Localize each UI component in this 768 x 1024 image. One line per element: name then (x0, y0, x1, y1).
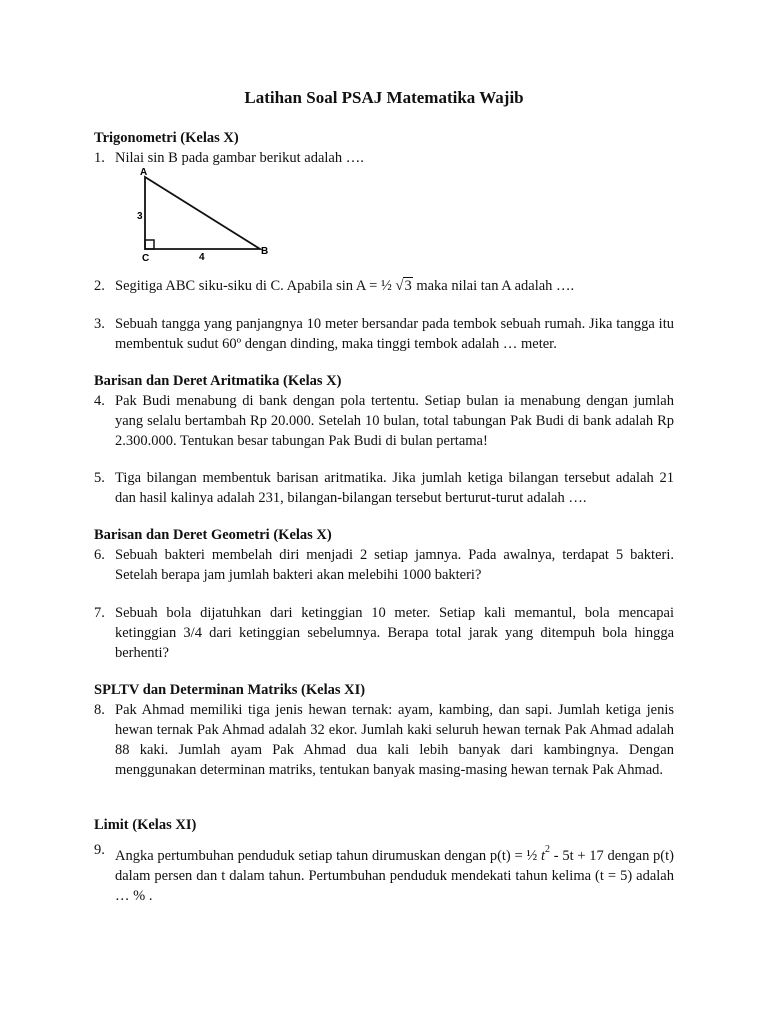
question-2 (94, 276, 674, 296)
question-text: Sebuah bola dijatuhkan dari ketinggian 10 meter. Setiap kali memantul, bola mencapai ketinggian 3/4 dari ketinggian sebelumnya. Berapa total jarak yang ditempuh bola hingga berhenti? (115, 605, 674, 661)
section-heading-spltv: SPLTV dan Determinan Matriks (Kelas XI) (94, 682, 366, 698)
side-length-cb: 4 (199, 252, 205, 263)
question-number: 4. (94, 393, 105, 409)
question-number: 1. (94, 150, 105, 166)
question-text: Sebuah bakteri membelah diri menjadi 2 setiap jamnya. Pada awalnya, terdapat 5 bakteri. Setelah berapa jam jumlah bakteri akan melebihi 1000 bakteri? (115, 547, 674, 583)
right-angle-marker (145, 240, 154, 249)
question-text: Pak Ahmad memiliki tiga jenis hewan ternak: ayam, kambing, dan sapi. Jumlah ketiga jenis hewan ternak Pak Ahmad adalah 32 ekor. Jumlah kaki seluruh hewan ternak Pak Ahmad adalah 88 kaki. Jumlah ayam Pak Ahmad dua kali lebih banyak dari kambingnya. Dengan menggunakan determinan matriks, tentukan banyak masing-masing hewan ternak Pak Ahmad. (115, 702, 674, 778)
question-number: 8. (94, 702, 105, 718)
question-9 (94, 840, 674, 906)
triangle-shape (145, 177, 260, 249)
right-triangle-figure (130, 165, 290, 265)
vertex-label-c: C (142, 253, 150, 264)
question-text-end: - 5t + 17 dengan p(t) dalam persen dan t dalam tahun. Pertumbuhan penduduk mendekati tahun kelima (t = 5) adalah … % . (115, 848, 674, 904)
question-text: Tiga bilangan membentuk barisan aritmatika. Jika jumlah ketiga bilangan tersebut adalah 21 dan hasil kalinya adalah 231, bilangan-bilangan tersebut berturut-turut adalah …. (115, 470, 674, 506)
question-4 (94, 391, 674, 451)
question-6 (94, 545, 674, 585)
question-number: 2. (94, 278, 105, 294)
question-text: Pak Budi menabung di bank dengan pola tertentu. Setiap bulan ia menabung dengan jumlah yang selalu bertambah Rp 20.000. Setelah 10 bulan, total tabungan Pak Budi di bank adalah Rp 2.300.000. Tentukan besar tabungan Pak Budi di bulan pertama! (115, 393, 674, 449)
vertex-label-a: A (140, 167, 148, 178)
question-number: 6. (94, 547, 105, 563)
section-heading-geometri: Barisan dan Deret Geometri (Kelas X) (94, 527, 332, 543)
question-number: 9. (94, 842, 105, 858)
section-heading-trigonometri: Trigonometri (Kelas X) (94, 130, 239, 146)
question-number: 7. (94, 605, 105, 621)
question-number: 5. (94, 470, 105, 486)
section-heading-aritmatika: Barisan dan Deret Aritmatika (Kelas X) (94, 373, 342, 389)
square-root-expression: √3 (395, 278, 412, 294)
question-3 (94, 314, 674, 354)
question-7 (94, 603, 674, 663)
question-text-start: Angka pertumbuhan penduduk setiap tahun dirumuskan dengan p(t) = ½ (115, 848, 541, 864)
page-title: Latihan Soal PSAJ Matematika Wajib (244, 88, 524, 107)
section-heading-limit: Limit (Kelas XI) (94, 817, 197, 833)
question-text-start: Segitiga ABC siku-siku di C. Apabila sin A = ½ (115, 278, 396, 294)
question-text-end: maka nilai tan A adalah …. (412, 278, 575, 294)
exponent: 2 (545, 844, 551, 855)
question-number: 3. (94, 316, 105, 332)
variable-t: t (541, 848, 546, 864)
side-length-ac: 3 (137, 211, 143, 222)
radicand: 3 (404, 278, 412, 294)
question-8 (94, 700, 674, 780)
question-text: Nilai sin B pada gambar berikut adalah …. (115, 150, 364, 166)
vertex-label-b: B (261, 246, 269, 257)
question-text: Sebuah tangga yang panjangnya 10 meter bersandar pada tembok sebuah rumah. Jika tangga itu membentuk sudut 60º dengan dinding, maka tinggi tembok adalah … meter. (115, 316, 674, 352)
question-5 (94, 468, 674, 508)
